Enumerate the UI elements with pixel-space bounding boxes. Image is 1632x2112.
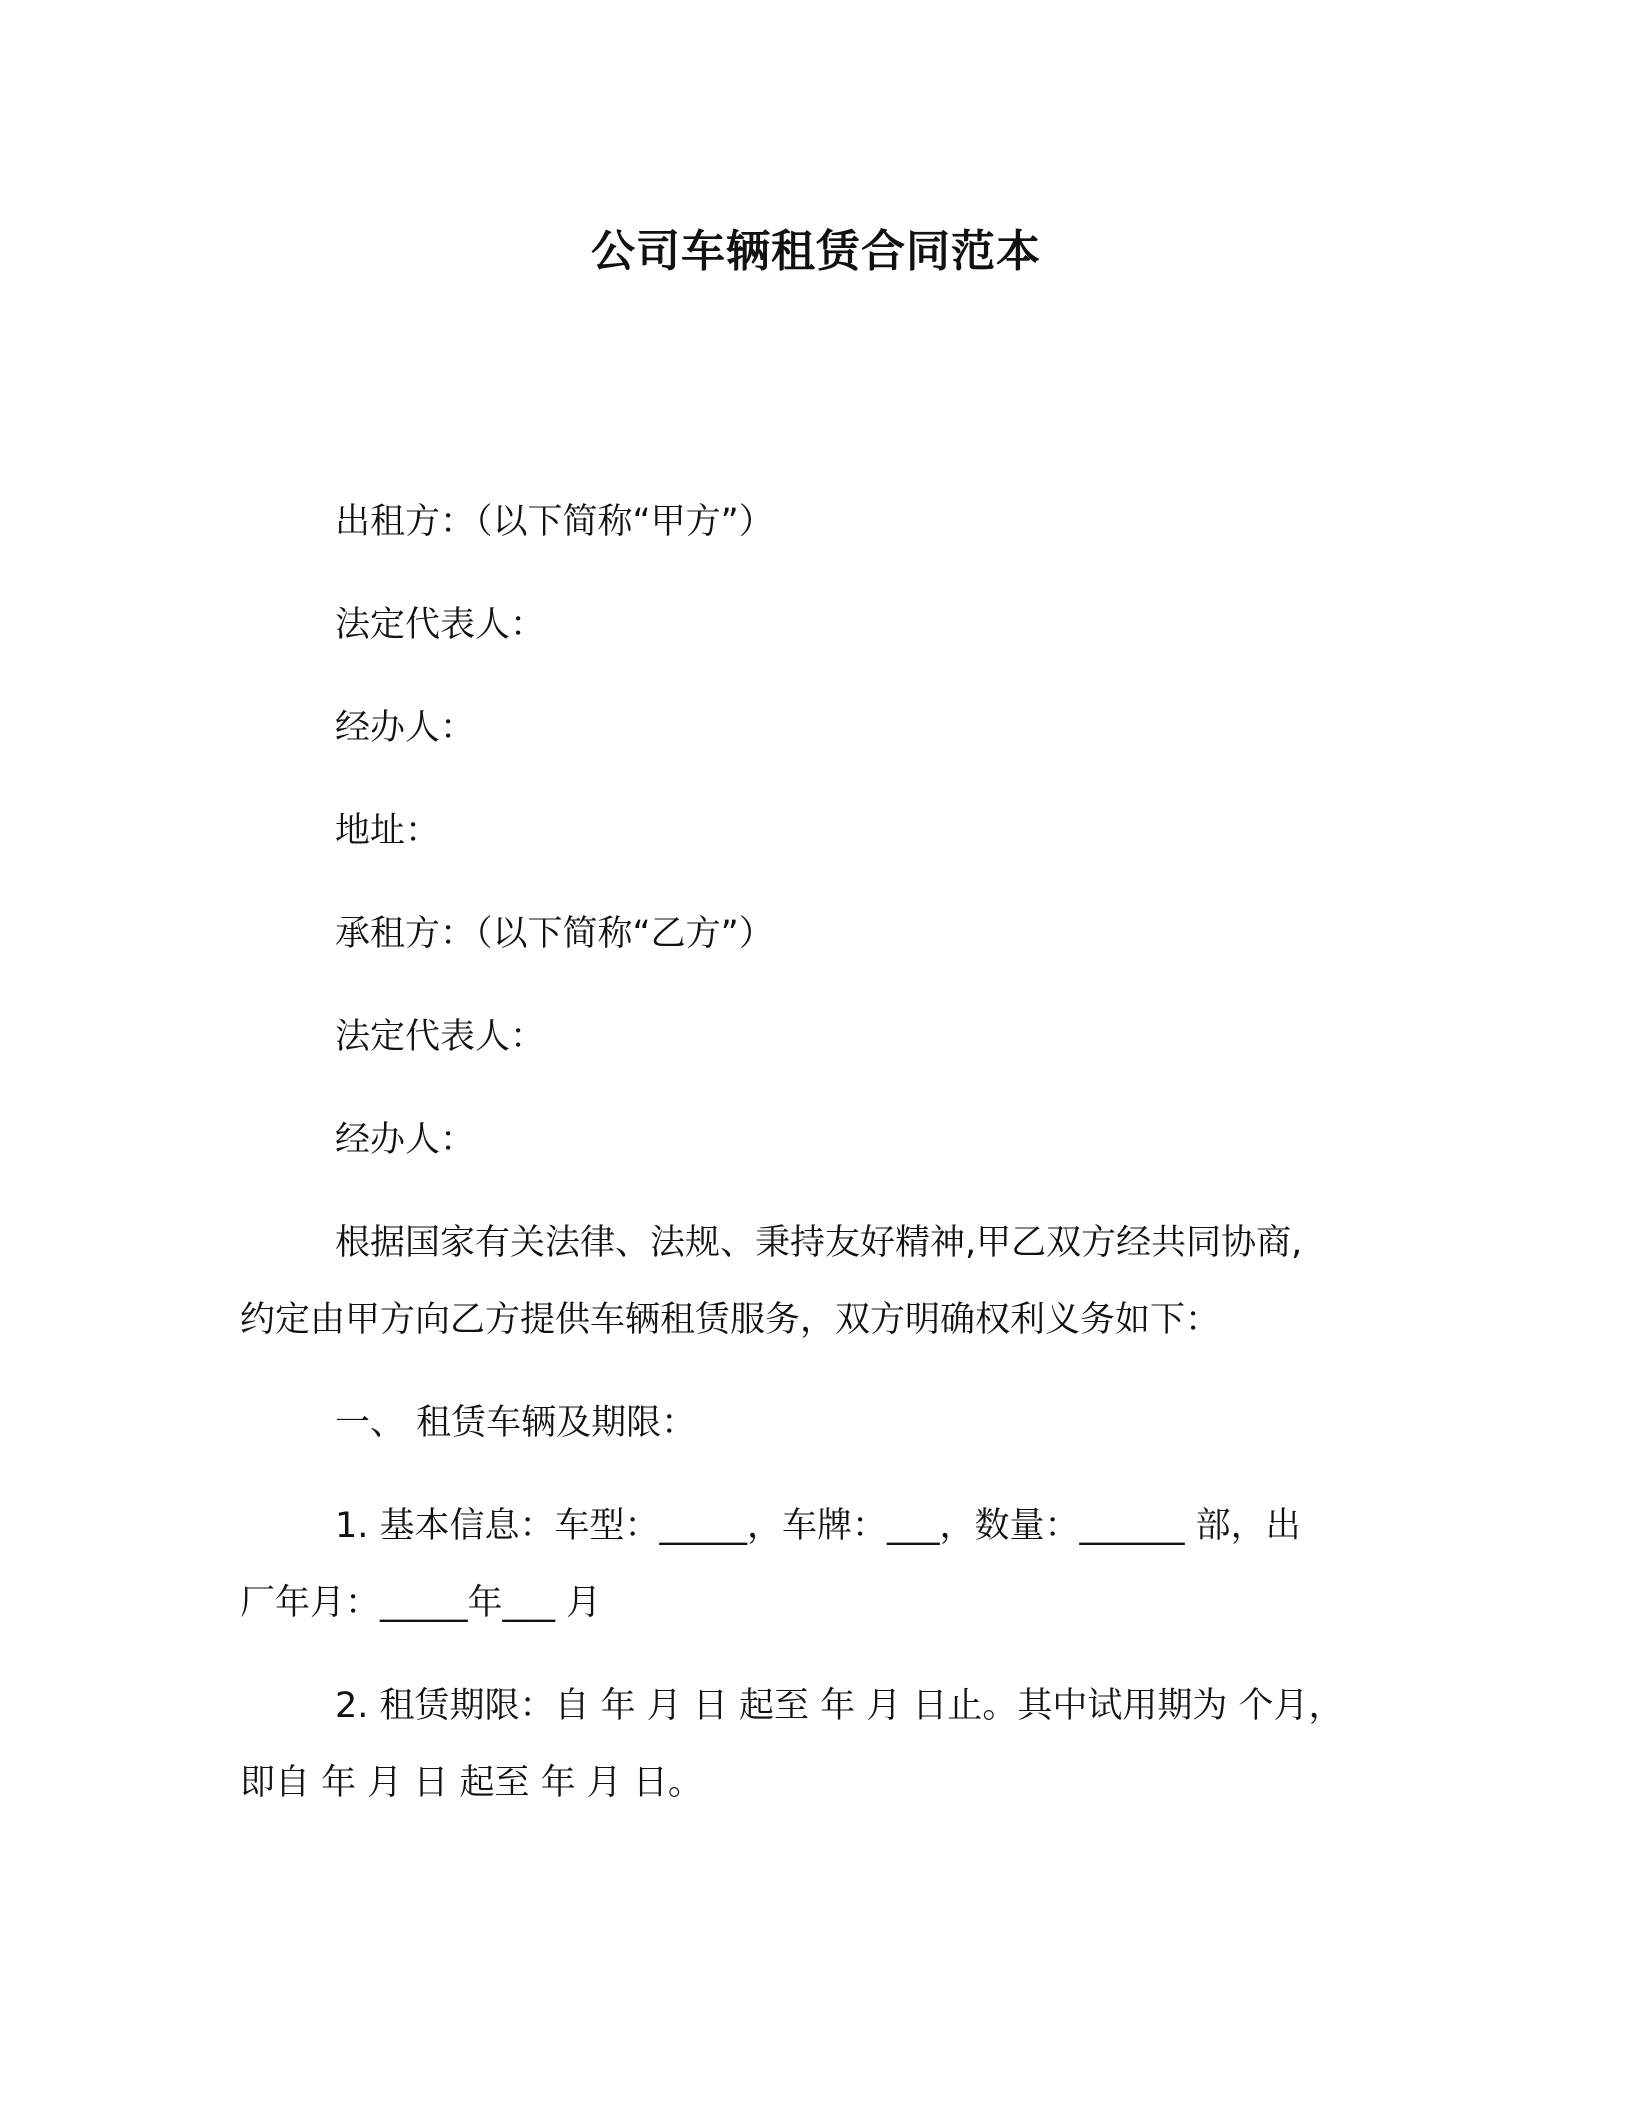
clause-2-line-2: 即自 年 月 日 起至 年 月 日。 — [240, 1763, 703, 1803]
preamble-line-2: 约定由甲方向乙方提供车辆租赁服务，双方明确权利义务如下： — [240, 1300, 1221, 1340]
document-title: 公司车辆租赁合同范本 — [591, 226, 1041, 277]
lessor-agent-line: 经办人： — [335, 708, 476, 748]
lessee-line: 承租方：（以下简称“乙方”） — [335, 914, 774, 954]
clause-2-line-1: 2. 租赁期限：自 年 月 日 起至 年 月 日止。其中试用期为 个月， — [335, 1686, 1344, 1726]
clause-1-line-2: 厂年月：_____年___ 月 — [240, 1583, 602, 1623]
section-heading-1: 一、 租赁车辆及期限： — [335, 1403, 697, 1443]
lessee-legal-rep-line: 法定代表人： — [335, 1017, 546, 1057]
clause-1-line-1: 1. 基本信息：车型：_____，车牌：___，数量：______ 部，出 — [335, 1506, 1301, 1546]
preamble-line-1: 根据国家有关法律、法规、秉持友好精神,甲乙双方经共同协商, — [335, 1223, 1303, 1263]
lessor-legal-rep-line: 法定代表人： — [335, 605, 546, 645]
lessor-line: 出租方：（以下简称“甲方”） — [335, 502, 774, 542]
lessor-address-line: 地址： — [335, 811, 441, 851]
lessee-agent-line: 经办人： — [335, 1120, 476, 1160]
